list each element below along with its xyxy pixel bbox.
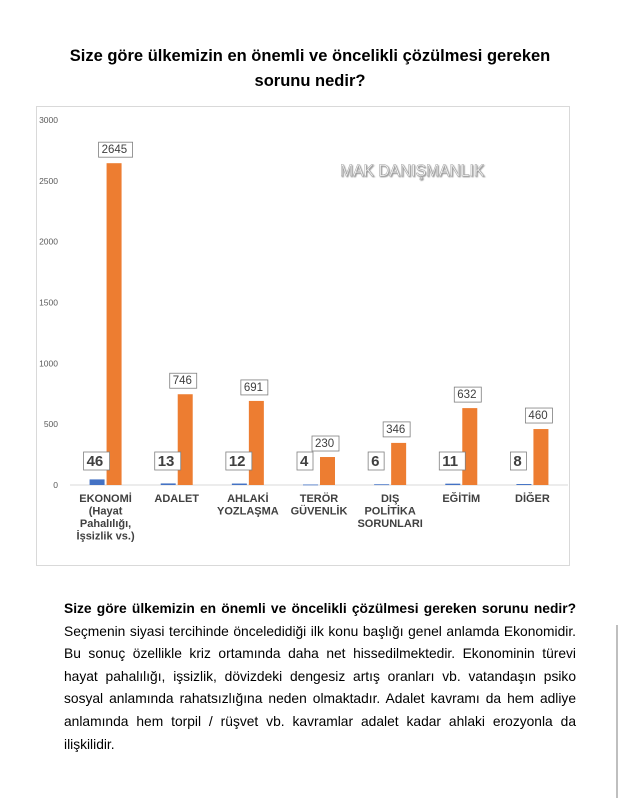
bar-series1 (90, 479, 105, 485)
category-label: YOZLAŞMA (216, 505, 279, 518)
data-label-series1: 8 (513, 453, 522, 470)
bar-series2 (533, 429, 548, 485)
category-label: Pahalılığı, (79, 518, 132, 530)
y-tick-label: 2000 (39, 236, 58, 247)
category-label: GÜVENLİK (290, 505, 348, 518)
data-label-series2: 2645 (101, 144, 128, 157)
bar-series1 (232, 484, 247, 485)
bar-series2 (249, 401, 264, 485)
bar-series1 (516, 484, 531, 485)
category-label: TERÖR (299, 493, 339, 505)
y-tick-label: 1000 (39, 358, 58, 369)
bar-series2 (320, 457, 335, 485)
category-label: DİĞER (515, 493, 550, 505)
title-line-1: Size göre ülkemizin en önemli ve öncelikli çözülmesi gereken (69, 47, 551, 65)
category-label: (Hayat (88, 505, 123, 518)
watermark-text: MAK DANIŞMANLIK (340, 161, 485, 181)
category-label: EKONOMİ (79, 493, 132, 505)
bar-series1 (161, 483, 176, 485)
category-label: İşsizlik vs.) (76, 530, 135, 543)
category-label: DIŞ (380, 493, 400, 505)
data-label-series1: 46 (86, 453, 104, 470)
page-edge-line (616, 625, 618, 798)
data-label-series2: 230 (315, 438, 335, 451)
data-label-series2: 632 (457, 389, 477, 402)
paragraph-body: Seçmenin siyasi tercihinde önceledidiği ilk konu başlığı genel anlamda Ekonomidir. Bu sonuç özellikle kriz ortamında daha net hissedilmektedir. Ekonominin türevi hayat pahalılığı, işsizlik, dövizdeki dengesiz artış oranları vb. vatandaşın psiko sosyal anlamında rahatsızlığına neden olmaktadır. Adalet kavramı da hem adliye anlamında hem torpil / rüşvet vb. kavramlar adalet kadar ahlaki erozyonla da ilişkilidir. (64, 623, 576, 752)
data-label-series1: 6 (371, 453, 380, 470)
category-label: EĞİTİM (442, 493, 481, 505)
y-tick-label: 3000 (39, 115, 58, 125)
bar-series1 (445, 484, 460, 485)
y-tick-label: 2500 (39, 175, 58, 186)
data-label-series2: 460 (528, 410, 548, 423)
bar-series2 (107, 163, 122, 485)
category-label: ADALET (154, 493, 200, 505)
data-label-series2: 346 (386, 423, 406, 436)
bar-series2 (462, 408, 477, 485)
y-tick-label: 500 (43, 419, 58, 430)
category-label: POLİTİKA (364, 505, 416, 518)
y-tick-label: 1500 (39, 297, 58, 308)
bar-series2 (178, 394, 193, 485)
title-line-2: sorunu nedir? (254, 72, 366, 90)
paragraph-lead: Size göre ülkemizin en önemli ve öncelikli çözülmesi gereken sorunu nedir? (64, 601, 576, 616)
y-tick-label: 0 (53, 480, 58, 490)
data-label-series1: 11 (442, 453, 459, 470)
bar-series2 (391, 443, 406, 485)
data-label-series2: 746 (172, 375, 192, 388)
category-label: SORUNLARI (357, 518, 423, 530)
data-label-series2: 691 (243, 381, 264, 394)
data-label-series1: 12 (228, 453, 246, 470)
data-label-series1: 13 (157, 453, 175, 470)
description-paragraph (64, 598, 576, 756)
bar-series1 (303, 485, 318, 486)
category-label: AHLAKİ (227, 493, 269, 505)
data-label-series1: 4 (300, 453, 309, 470)
bar-series1 (374, 484, 389, 485)
